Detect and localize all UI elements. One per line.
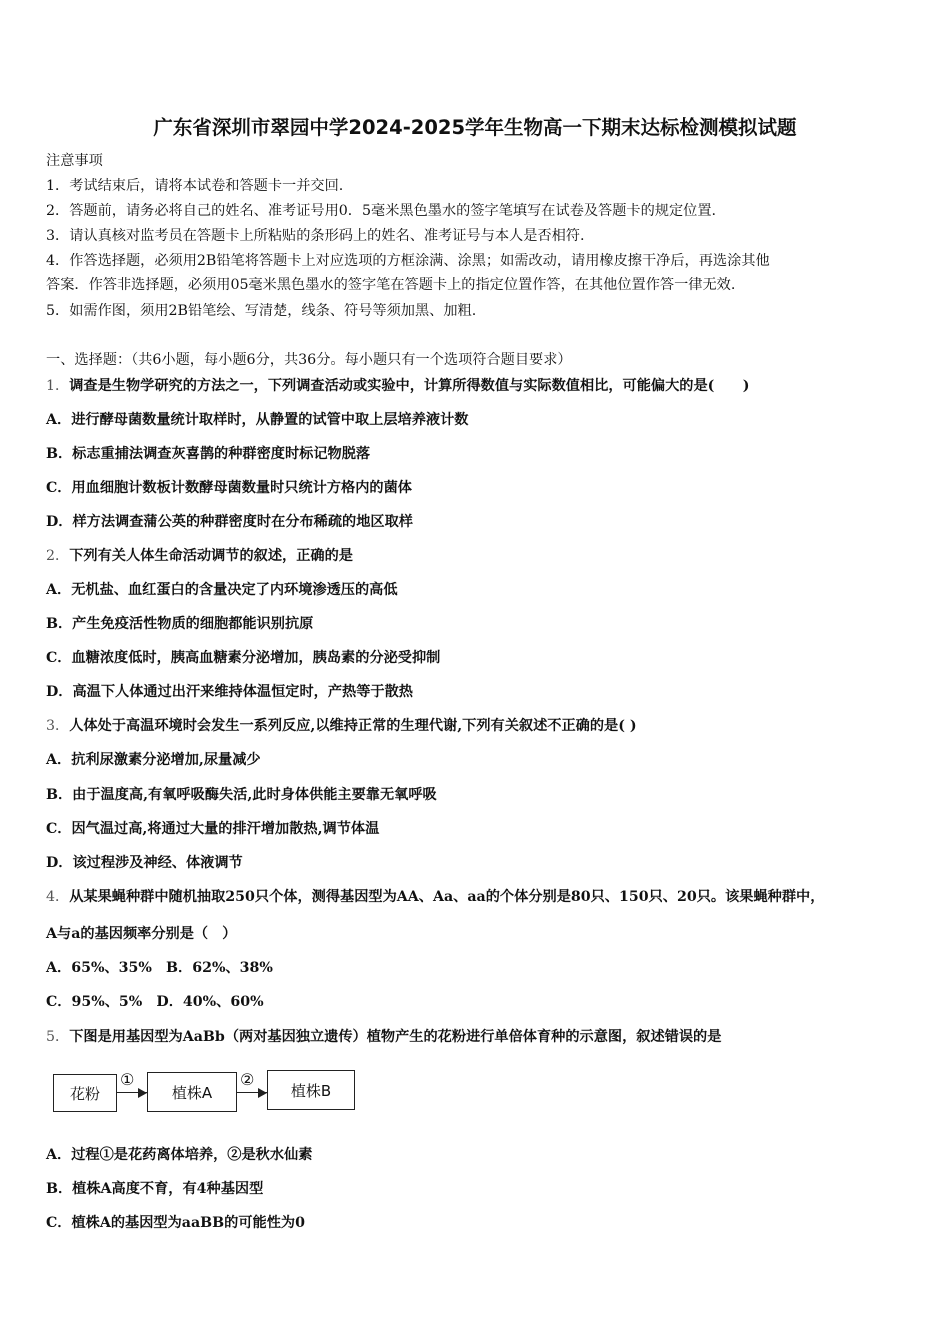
- arrow-2-head-icon: [258, 1088, 267, 1098]
- notice-item-4-cont: 答案．作答非选择题，必须用05毫米黑色墨水的签字笔在答题卡上的指定位置作答，在其他位置作答一律无效.: [46, 277, 736, 293]
- option-1a: A．进行酵母菌数量统计取样时，从静置的试管中取上层培养液计数: [46, 412, 469, 428]
- question-stem: 从某果蝇种群中随机抽取250只个体，测得基因型为AA、Aa、aa的个体分别是80只、150只、20只。该果蝇种群中，: [69, 889, 825, 905]
- question-2: [46, 546, 353, 566]
- section-heading: 一、选择题：（共6小题，每小题6分，共36分。每小题只有一个选项符合题目要求）: [46, 352, 572, 368]
- question-3: [46, 716, 637, 736]
- notice-item-4: 4．作答选择题，必须用2B铅笔将答题卡上对应选项的方框涂满、涂黑；如需改动，请用橡皮擦干净后，再选涂其他: [46, 253, 770, 269]
- option-1c: C．用血细胞计数板计数酵母菌数量时只统计方格内的菌体: [46, 480, 412, 496]
- notice-item-5: 5．如需作图，须用2B铅笔绘、写清楚，线条、符号等须加黑、加粗.: [46, 303, 477, 319]
- option-2b: B．产生免疫活性物质的细胞都能识别抗原: [46, 616, 314, 632]
- step-2-label: ②: [240, 1070, 255, 1089]
- option-3b: B．由于温度高,有氧呼吸酶失活,此时身体供能主要靠无氧呼吸: [46, 787, 437, 803]
- option-5c: C．植株A的基因型为aaBB的可能性为0: [46, 1215, 305, 1231]
- question-5: [46, 1027, 721, 1047]
- option-2a: A．无机盐、血红蛋白的含量决定了内环境渗透压的高低: [46, 582, 398, 598]
- option-5b: B．植株A高度不育，有4种基因型: [46, 1181, 264, 1197]
- question-stem: 人体处于高温环境时会发生一系列反应,以维持正常的生理代谢,下列有关叙述不正确的是( ): [69, 718, 637, 734]
- question-4: [46, 887, 824, 907]
- question-4-cont: A与a的基因频率分别是（ ）: [46, 926, 237, 942]
- question-stem: 下列有关人体生命活动调节的叙述，正确的是: [69, 548, 353, 564]
- question-number: 4．: [46, 889, 70, 905]
- option-3d: D．该过程涉及神经、体液调节: [46, 855, 243, 871]
- question-number: 3．: [46, 718, 70, 734]
- option-4ab: A．65%、35% B．62%、38%: [46, 960, 273, 976]
- option-2c: C．血糖浓度低时，胰高血糖素分泌增加，胰岛素的分泌受抑制: [46, 650, 441, 666]
- question-number: 2．: [46, 548, 70, 564]
- option-5a: A．过程①是花药离体培养，②是秋水仙素: [46, 1147, 313, 1163]
- option-1d: D．样方法调查蒲公英的种群密度时在分布稀疏的地区取样: [46, 514, 413, 530]
- question-number: 5．: [46, 1029, 70, 1045]
- option-3c: C．因气温过高,将通过大量的排汗增加散热,调节体温: [46, 821, 380, 837]
- arrow-1-head-icon: [138, 1088, 147, 1098]
- notice-item-3: 3．请认真核对监考员在答题卡上所粘贴的条形码上的姓名、准考证号与本人是否相符.: [46, 228, 585, 244]
- plant-a-box: 植株A: [147, 1072, 237, 1112]
- question-stem: 调查是生物学研究的方法之一，下列调查活动或实验中，计算所得数值与实际数值相比，可能偏大的是( ): [69, 378, 750, 394]
- question-stem: 下图是用基因型为AaBb（两对基因独立遗传）植物产生的花粉进行单倍体育种的示意图，叙述错误的是: [69, 1029, 722, 1045]
- question-number: 1．: [46, 378, 70, 394]
- option-4cd: C．95%、5% D．40%、60%: [46, 994, 264, 1010]
- notice-heading: 注意事项: [46, 153, 103, 169]
- step-1-label: ①: [120, 1070, 135, 1089]
- pollen-box: 花粉: [53, 1074, 117, 1112]
- option-1b: B．标志重捕法调查灰喜鹊的种群密度时标记物脱落: [46, 446, 371, 462]
- option-2d: D．高温下人体通过出汗来维持体温恒定时，产热等于散热: [46, 684, 413, 700]
- plant-b-box: 植株B: [267, 1070, 355, 1110]
- option-3a: A．抗利尿激素分泌增加,尿量减少: [46, 752, 261, 768]
- page-title: 广东省深圳市翠园中学2024-2025学年生物高一下期末达标检测模拟试题: [153, 116, 797, 139]
- notice-item-2: 2．答题前，请务必将自己的姓名、准考证号用0．5毫米黑色墨水的签字笔填写在试卷及答题卡的规定位置.: [46, 203, 717, 219]
- question-1: [46, 376, 749, 396]
- notice-item-1: 1．考试结束后，请将本试卷和答题卡一并交回.: [46, 178, 344, 194]
